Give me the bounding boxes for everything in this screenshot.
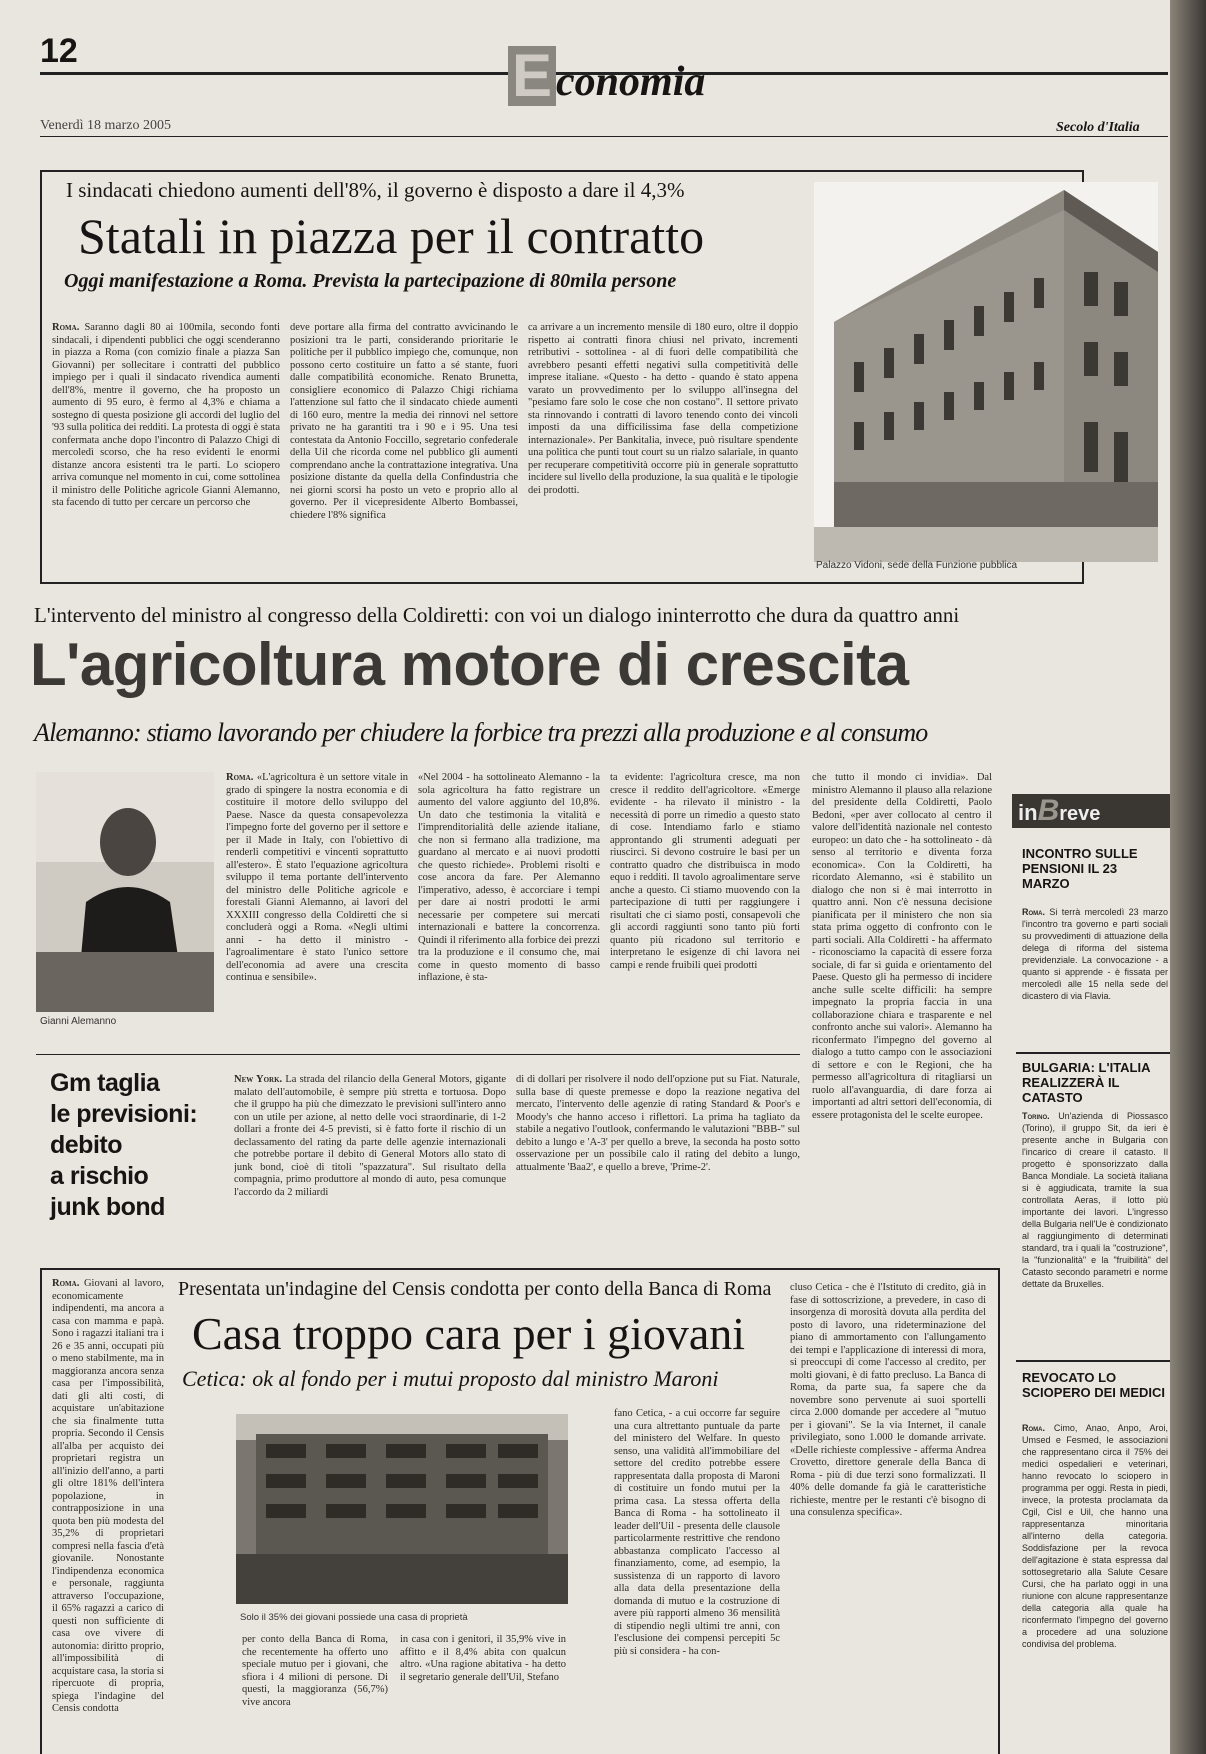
gm-top-rule [36, 1054, 800, 1055]
story-casa-col-2: in casa con i genitori, il 35,9% vive in affitto e il 8,4% abita con qualcun altro. «Una ragione abitativa - ha detto il segretario generale dell'Uil, Stefano [400, 1634, 566, 1683]
dateline: Roma. [52, 322, 80, 333]
page-number: 12 [40, 32, 78, 70]
date-rule [40, 136, 1168, 137]
story-statali-kicker: I sindacati chiedono aumenti dell'8%, il governo è disposto a dare il 4,3% [66, 178, 685, 202]
issue-date: Venerdì 18 marzo 2005 [40, 118, 172, 133]
housing-photo [236, 1414, 568, 1604]
story-agricoltura-headline: L'agricoltura motore di crescita [30, 631, 909, 698]
story-casa-col-1: per conto della Banca di Roma, che recentemente ha offerto uno speciale mutuo per i giovani, che sfiora i 4 milioni di persone. Di questi, la maggioranza (56,7%) vive ancora [242, 1634, 388, 1708]
story-casa-col-left: Roma. Giovani al lavoro, economicamente indipendenti, ma ancora a casa con mamma e papà. Sono i ragazzi italiani tra i 26 e 35 anni, occupati più o meno stabilmente, ma in maggioranza ancora senza casa per l'impossibilità, dati gli alti costi, di acquistare un'abitazione che sia finalmente tutta propria. Secondo il Censis all'alba per acquisto dei proprietari registra un all'inizio dell'anno, a parti gli oltre 181% dell'intera popolazione, in contrapposizione in una quota ben più modesta del 35,2% di proprietari compresi nella fascia d'età giovanile. Nonostante l'indipendenza economica e personale, raggiunta attraverso l'occupazione, il 65% ragazzi a carico di questi non sufficiente di casa ove vivere di autonomia: diritto proprio, all'impossibilità di acquistare casa, la storia si ripercuote di propria, spiega l'indagine del Censis condotta [52, 1278, 164, 1714]
story-casa-headline: Casa troppo cara per i giovani [192, 1308, 746, 1359]
alemanno-caption: Gianni Alemanno [40, 1016, 117, 1027]
story-agricoltura-col-3: ta evidente: l'agricoltura cresce, ma non cresce il reddito dell'agricoltore. «Emerge evidente - ha rilevato il ministro - la necessità di porre un rimedio a questo stato di cose. Intendiamo farlo e stiamo approntando gli strumenti adeguati per riuscirci. Si devono costruire le basi per un contratto quadro che distribuisca in modo equo i redditi. Il tavolo agroalimentare serve anche a questo. Ci stiamo muovendo con la partecipazione di tutti per raggiungere i risultati che ci siamo posti, consapevoli che gli accordi raggiunti sono tanto più forti quanto più ricadono sul territorio e interpretano le esigenze di chi lavora nei campi e rende fruibili quei prodotti [610, 772, 800, 971]
brevi-item-title: REVOCATO LO SCIOPERO DEI MEDICI [1022, 1370, 1166, 1400]
story-agricoltura-subhead: Alemanno: stiamo lavorando per chiudere la forbice tra prezzi alla produzione e al consumo [34, 718, 928, 747]
story-casa-col-3: fano Cetica, - a cui occorre far seguire una cura altrettanto puntuale da parte del ministero del Welfare. In questo senso, una validità all'immobiliare del settore del credito potrebbe essere rappresentata dalla proposta di Maroni di costituire un fondo mutui per la prima casa. La stessa offerta della Banca di Roma - ha sottolineato il leader dell'Uil - presenta delle clausole particolarmente restrittive che rendono abbastanza complicato l'accesso al finanziamento, come, ad esempio, la sussistenza di un rapporto di lavoro alla data della presentazione della domanda di mutuo e la costruzione di avere più rapporti almeno 36 mensilità di stipendio negli ultimi tre anni, con l'esclusione dei compensi percepiti 5c più si considera - ha con- [614, 1408, 780, 1657]
story-agricoltura-col-2: «Nel 2004 - ha sottolineato Alemanno - la sola agricoltura ha fatto registrare un aumento del valore aggiunto del 10,8%. Un dato che testimonia la vitalità e l'imprenditorialità delle aziende italiane, che non si fermano alla tradizione, ma guardano al mercato e ai nuovi prodotti che questo richiede». Problemi risolti e cose ancora da fare. Per Alemanno l'imperativo, adesso, è accorciare i tempi per dare ai nostri prodotti le armi necessarie per competere sui mercati internazionali e battere la concorrenza. Quindi il riferimento alla forbice dei prezzi tra la produzione e il consumo che, mai come in questo momento di basso inflazione, è sta- [418, 772, 600, 983]
section-initial: E [508, 46, 556, 106]
story-casa-kicker: Presentata un'indagine del Censis condotta per conto della Banca di Roma [178, 1278, 772, 1300]
paper-name: Secolo d'Italia [1056, 120, 1140, 135]
story-statali-subhead: Oggi manifestazione a Roma. Prevista la partecipazione di 80mila persone [64, 270, 677, 292]
story-gm-col-2: di di dollari per risolvere il nodo dell'opzione put su Fiat. Naturale, sulla base di queste premesse e dopo la reazione negativa del mercato, l'intervento delle agenzie di rating Standard & Poor's e Moody's che hanno acceso i riflettori. La prima ha tagliato da stabile a negativo l'outlook, confermando le valutazioni "BBB-" sul debito a lungo e 'A-3' per quello a breve, la seconda ha posto sotto osservazione per un possibile calo il rating del debito a lungo, attualmente 'Baa2', e quello a breve, 'Prime-2'. [516, 1074, 800, 1173]
page-spine-shadow [1170, 0, 1206, 1754]
brevi-divider [1016, 1052, 1170, 1054]
alemanno-photo [36, 772, 214, 1012]
story-gm-headline: Gm taglia le previsioni: debito a rischio junk bond [50, 1069, 198, 1221]
story-casa-col-4: cluso Cetica - che è l'Istituto di credito, già in fase di sottoscrizione, a prevedere, in caso di insorgenza di morosità dovuta alla perdita del posto di lavoro, una rideterminazione del piano di ammortamento con l'allungamento dei tempi e l'applicazione di interessi di mora, si preoccupi di come l'accesso al credito, per molti giovani, è di fatto precluso. La Banca di Roma, da parte sua, fa sapere che da novembre sono pervenute ai suoi sportelli circa 2.000 domande per accedere al "mutuo per i giovani". Se la via Internet, il canale privilegiato, sono 1.000 le domande arrivate. «Delle richieste complessive - afferma Andrea Crovetto, direttore generale della Banca di Roma - più di due terzi sono formalizzati. Il 40% delle domande fa già le caratteristiche richieste, mentre per le restanti c'è bisogno di una consulenza specifica». [790, 1282, 986, 1518]
story-agricoltura-col-4: che tutto il mondo ci invidia». Dal ministro Alemanno il plauso alla relazione del presidente della Coldiretti, Paolo Bedoni, «per aver collocato al centro il valore dell'identità nazionale nel contesto europeo: un dato che - ha sottolineato - dà senso al territorio e diventa forza economica». Con la Coldiretti, ha ricordato Alemanno, «si è stabilito un dialogo che non si è mai interrotto in quattro anni. Non c'è nessuna decisione pianificata per il ministero che non sia stata prima oggetto di confronto con le parti sociali. Alla Coldiretti - ha affermato - riconosciamo la capacità di essere forza sociale, di far sì guida e orientamento del Paese. Questo gli ha permesso di incidere anche sulle scelte difficili: ha sempre impegnato la propria faccia in una collaborazione chiara e trasparente e nel confronto anche sui valori». Alemanno ha riconfermato l'impegno del governo al dialogo a tutto campo con le associazioni di settore e con le Regioni, che ha permesso all'agricoltura di ritagliarsi un ruolo all'avanguardia, di dare forza ai importanti ad altri settori dell'economia, di essere protagonista del le scelte europee. [812, 772, 992, 1121]
story-casa-subhead: Cetica: ok al fondo per i mutui proposto dal ministro Maroni [182, 1366, 719, 1391]
story-statali-col-1: Roma. Saranno dagli 80 ai 100mila, secondo fonti sindacali, i dipendenti pubblici che oggi scenderanno in piazza a Roma (con comizio finale a piazza San Giovanni) per sollecitare i contratti del pubblico impiego per i quali il sindacato rivendica aumenti dell'8%, mentre il governo, che ha proposto un aumento di 95 euro, è fermo al 4,3% e chiama a sostegno di questa posizione gli accordi del luglio del '93 sulla politica dei redditi. La protesta di oggi è stata confermata anche dopo l'incontro di Palazzo Chigi di mercoledì scorso, che ha reso evidenti le enormi distanze ancora esistenti tra le parti. Lo sciopero arriva comunque nel momento in cui, come sottolinea il ministro delle Politiche agricole Gianni Alemanno, sta facendo di tutto per cercare un percorso che [52, 322, 280, 508]
in-breve-logo: inBreve [1012, 794, 1170, 828]
story-statali-col-2: deve portare alla firma del contratto avvicinando le posizioni tra le parti, considerando prioritarie le politiche per il pubblico impiego che, comunque, non possono certo costituire un fatto a sé stante, fuori dalle compatibilità economiche. Renato Brunetta, consigliere economico di Palazzo Chigi richiama l'attenzione sul fatto che il sindacato chiede aumenti di 160 euro, mentre la media dei rinnovi nel settore privato ne ha garantiti tra i 90 e i 95. Una tesi contestata da Antonio Foccillo, segretario confederale della Uil che ricorda come nel pubblico gli aumenti comprendano anche la contrattazione integrativa. Una posizione distante da quella della Confindustria che nei giorni scorsi ha posto un veto e proprio allo al governo. Per il vicepresidente Alberto Bombassei, chiedere l'8% significa [290, 322, 518, 521]
story-gm-col-1: New York. La strada del rilancio della General Motors, gigante malato dell'automobile, è sempre più stretta e tortuosa. Dopo che il gruppo ha più che dimezzato le previsioni sull'intero anno con un utile per azione, al netto delle voci straordinarie, di 1-2 dollari a fronte dei 4-5 previsti, si è fatto forte il rischio di un declassamento del rating da parte delle agenzie internazionali che potrebbe portare il debito di General Motors allo stato di junk bond, cioè di titoli "spazzatura". Sul risultato della compagnia, primo produttore al mondo di auto, pesa comunque l'accordo da 2 miliardi [234, 1074, 506, 1198]
story-agricoltura-kicker: L'intervento del ministro al congresso della Coldiretti: con voi un dialogo ininterrotto che dura da quattro anni [34, 603, 960, 627]
brevi-item-title: BULGARIA: L'ITALIA REALIZZERÀ IL CATASTO [1022, 1060, 1151, 1105]
palazzo-vidoni-photo [814, 182, 1158, 562]
palazzo-vidoni-caption: Palazzo Vidoni, sede della Funzione pubblica [816, 560, 1018, 571]
story-agricoltura-col-1: Roma. «L'agricoltura è un settore vitale in grado di spingere la nostra economia e di costituire il motore dello sviluppo del Paese. Nasce da questa consapevolezza l'impegno forte del governo per il settore e per il Made in Italy, con l'obiettivo di renderli competitivi e vincenti soprattutto all'estero». È stato l'equazione agricoltura sviluppo il tema portante dell'intervento del ministro delle Politiche agricole e forestali Gianni Alemanno, ai lavori del XXXIII congresso della Coldiretti che si concluderà oggi a Roma. «Negli ultimi anni - ha detto il ministro - l'agroalimentare è stato l'unico settore dell'economia ad avere una crescita continua e sensibile». [226, 772, 408, 983]
brevi-item-text: Roma. Cimo, Anao, Anpo, Aroi, Umsed e Fesmed, le associazioni che rappresentano circa il 75% dei medici ospedalieri e veterinari, hanno revocato lo sciopero in programma per oggi. Resta in piedi, invece, la protesta proclamata da Cgil, Cisl e Uil, che hanno una rappresentanza minoritaria all'interno della categoria. Soddisfazione per la revoca dell'agitazione è stata espressa dal sottosegretario alla Salute Cesare Cursi, che ha parlato oggi in una riunione con alcune rappresentanze della categoria alla quale ha riconfermato l'impegno del governo a procedere ad una soluzione condivisa del problema. [1022, 1423, 1168, 1649]
brevi-item-text: Torino. Un'azienda di Piossasco (Torino), il gruppo Sit, da ieri è presente anche in Bulgaria con l'incarico di creare il catasto. Il progetto è sponsorizzato dalla Banca Mondiale. La società italiana si è aggiudicata, tramite la sua controllata Aeras, il lotto più importante dei lavori. L'ingresso della Bulgaria nell'Ue è condizionato al raggiungimento di determinati standard, tra i quali la "costruzione", la "funzionalità" e la "fruibilità" del Catasto secondo parametri e norme dettate da Bruxelles. [1022, 1111, 1168, 1289]
section-rest: conomia [556, 59, 706, 105]
housing-caption: Solo il 35% dei giovani possiede una casa di proprietà [240, 1612, 468, 1623]
story-statali-col-3: ca arrivare a un incremento mensile di 180 euro, oltre il doppio rispetto ai contratti finora chiusi nel privato, incrementi retributivi - sottolinea - al di fuori delle compatibilità che avrebbero pesanti effetti negativi sulla competitività delle imprese italiane. «Questo - ha detto - quando è stato appena varato un provvedimento per lo sviluppo all'insegna del "pesiamo fare solo le cose che non costano". Il settore privato sta rinnovando i contratti di lavoro tenendo conto dei vincoli imposti da una difficilissima fase della competizione internazionale». Per Bankitalia, invece, può risultare spendente una politica che punti tout court su un rialzo salariale, in quanto per recuperare competitività occorre più in generale soprattutto incidere sul livello della produzione, la sua qualità e le tipologie dei prodotti. [528, 322, 798, 496]
brevi-divider [1016, 1360, 1170, 1362]
brevi-item-text: Roma. Si terrà mercoledì 23 marzo l'incontro tra governo e parti sociali su provvedimenti di attuazione della delega di riforma del sistema previdenziale. La convocazione - a quanto si apprende - è fissata per mercoledì alle 15 nella sede del dicastero di via Flavia. [1022, 907, 1168, 1001]
section-title [508, 42, 706, 112]
brevi-item-title: INCONTRO SULLE PENSIONI IL 23 MARZO [1022, 846, 1138, 891]
story-statali-headline: Statali in piazza per il contratto [78, 208, 705, 264]
